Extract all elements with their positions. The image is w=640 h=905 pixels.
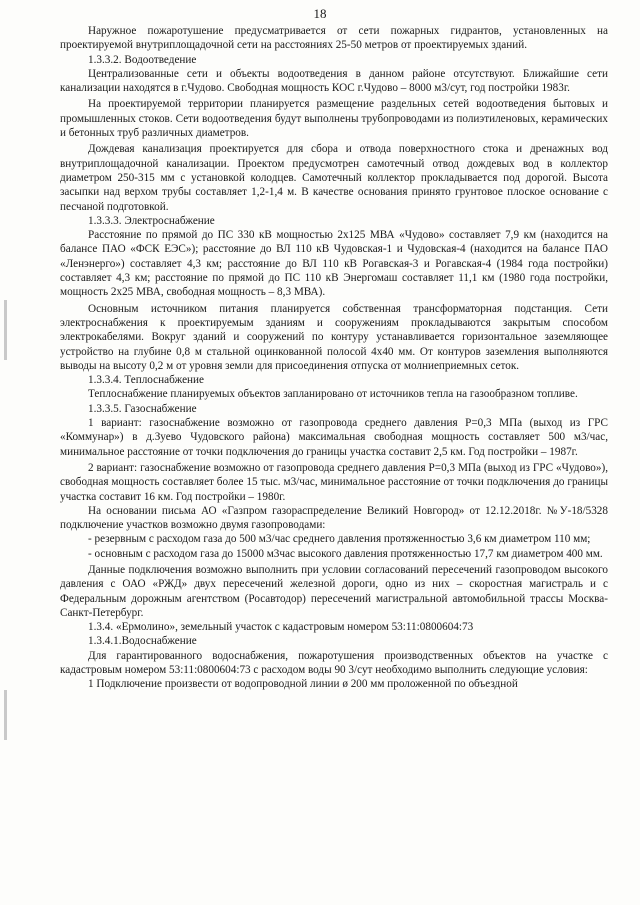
page-number: 18 bbox=[313, 6, 327, 21]
heading-power-supply: 1.3.3.3. Электроснабжение bbox=[88, 214, 215, 227]
paragraph-central-sewer: Централизованные сети и объекты водоотведения в данном районе отсутствуют. Ближайшие сети канализации находятся в г.Чудово. Свободная мощность КОС г.Чудово – 8000 м3/сут, год постройки 1983г. bbox=[60, 67, 608, 95]
paragraph-substation-distances: Расстояние по прямой до ПС 330 кВ мощностью 2х125 МВА «Чудово» составляет 7,9 км (находится на балансе ПАО «ФСК ЕЭС»); расстояние до ВЛ 110 кВ Чудовская-1 и Чудовская-4 (находится на балансе ПАО «Ленэнерго») составляет 4,3 км; расстояние до ВЛ 110 кВ Рогавская-3 и Рогавская-4 (1984 года постройки) составляет 4,3 км; расстояние по прямой до ПС 110 кВ Энергомаш составляет 11,1 км (1980 года постройки, мощность 2х25 МВА, свободная мощность – 8,3 МВА). bbox=[60, 229, 608, 299]
paragraph-separate-sewer: На проектируемой территории планируется размещение раздельных сетей водоотведения бытовых и промышленных стоков. Сети водоотведения будут выполнены трубопроводами из полиэтиленовых, керамических и бетонных труб различных диаметров. bbox=[60, 98, 608, 140]
heading-wastewater: 1.3.3.2. Водоотведение bbox=[88, 53, 197, 66]
heading-water-supply: 1.3.4.1.Водоснабжение bbox=[88, 635, 197, 648]
document-body bbox=[60, 24, 608, 692]
paragraph-storm-sewer: Дождевая канализация проектируется для сбора и отвода поверхностного стока и дренажных вод внутриплощадочной канализации. Проектом предусмотрен самотечный отвод дождевых вод в коллектор диаметром 250-315 мм с установкой колодцев. Самотечный коллектор прокладывается под дорогой. Высота засыпки над верхом трубы составляет 1,2-1,4 м. В качестве основания принято грунтовое плоское основание с песчаной подготовкой. bbox=[60, 143, 608, 213]
paragraph-gazprom-letter: На основании письма АО «Газпром газораспределение Великий Новгород» от 12.12.2018г. №У-18/5328 подключение участков возможно двумя газопроводами: bbox=[60, 504, 608, 532]
list-item: - резервным с расходом газа до 500 м3/час среднего давления протяженностью 3,6 км диаметром 110 мм; bbox=[88, 533, 591, 546]
paragraph-transformer: Основным источником питания планируется собственная трансформаторная подстанция. Сети электроснабжения к проектируемым зданиям и сооружениям прокладываются закрытым способом электрокабелями. Вокруг зданий и сооружений по контуру устанавливается горизонтальное заземляющее устройство на глубине 0,8 м стальной оцинкованной полосой 4х40 мм. От контуров заземления выполняются выводы на высоту 0,2 м от уровня земли для присоединения отпуска от молниеприемных сеток. bbox=[60, 302, 608, 372]
list-item: - основным с расходом газа до 15000 м3час высокого давления протяженностью 17,7 км диаметром 400 мм. bbox=[88, 547, 603, 560]
scan-edge-mark bbox=[4, 690, 7, 740]
paragraph-connection-point: 1 Подключение произвести от водопроводной линии ø 200 мм проложенной по объездной bbox=[88, 678, 518, 691]
paragraph-gas-option-2: 2 вариант: газоснабжение возможно от газопровода среднего давления Р=0,3 МПа (выход из ГРС «Чудово»), свободная мощность составляет более 15 тыс. м3/час, минимальное расстояние от точки подключения до границы участка составит 16 км. Год постройки – 1980г. bbox=[60, 461, 608, 503]
paragraph-fire-hydrants: Наружное пожаротушение предусматривается от сети пожарных гидрантов, установленных на проектируемой внутриплощадочной сети на расстояниях 25-50 метров от проектируемых зданий. bbox=[60, 25, 608, 52]
heading-ermolino-plot: 1.3.4. «Ермолино», земельный участок с кадастровым номером 53:11:0800604:73 bbox=[88, 621, 474, 634]
heading-gas-supply: 1.3.3.5. Газоснабжение bbox=[88, 402, 197, 415]
paragraph-gas-option-1: 1 вариант: газоснабжение возможно от газопровода среднего давления Р=0,3 МПа (выход из ГРС «Коммунар») в д.Зуево Чудовского района) максимальная свободная мощность составляет 500 м3/час, минимальное расстояние от точки подключения до границы участка составит 2,5 км. Год постройки – 1987г. bbox=[60, 417, 608, 458]
scan-edge-mark bbox=[4, 300, 7, 360]
heading-heat-supply: 1.3.3.4. Теплоснабжение bbox=[88, 374, 204, 387]
paragraph-water-conditions: Для гарантированного водоснабжения, пожаротушения производственных объектов на участке с кадастровым номером 53:11:0800604:73 с расходом воды 90 3/сут необходимо выполнить следующие условия: bbox=[60, 649, 608, 677]
paragraph-heat-source: Теплоснабжение планируемых объектов запланировано от источников тепла на газообразном топливе. bbox=[88, 388, 578, 401]
paragraph-crossing-approvals: Данные подключения возможно выполнить при условии согласований пересечений газопроводом высокого давления с ОАО «РЖД» двух пересечений железной дороги, одно из них – скоростная магистраль и с Федеральным дорожным агентством (Росавтодор) пересечений магистральной автомобильной трассы Москва-Санкт-Петербург. bbox=[60, 563, 608, 619]
